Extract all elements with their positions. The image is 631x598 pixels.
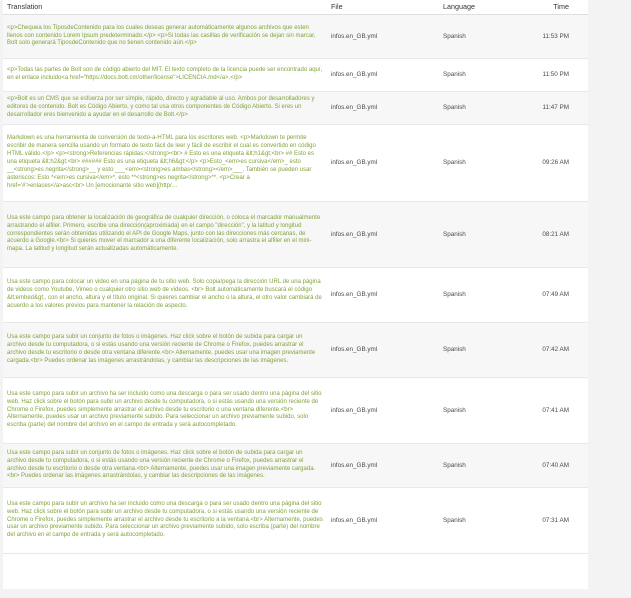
- header-translation[interactable]: Translation: [3, 0, 327, 15]
- time-cell: 07:40 AM: [519, 444, 588, 488]
- translation-cell[interactable]: Usa este campo para subir un archivo ha ser incluido como una descarga o para ser usado dentro una página del sitio web. Haz click sobre el botón para subir un archivo desde tu computadora, o si estás usando una versión reciente de Chrome o Firefox, puedes simplemente arrastrar el archivo desde tu escritorio o una ventana diferente.<br> Alternamente, puedes usar un archivo previamente subido. Para seleccionar un archivo previamente subido, solo escriba (parte) del nombre del archivo en el campo de entrada y será autocompletado.: [3, 378, 327, 444]
- file-cell: infos.en_GB.yml: [327, 202, 439, 268]
- file-cell: infos.en_GB.yml: [327, 488, 439, 554]
- table-row[interactable]: [3, 444, 588, 488]
- translation-cell[interactable]: <p>Bolt es un CMS que se esfuerza por ser simple, rápido, directo y agradable al uso. Ambos por desarrolladores y editores de contenido. Bolt es Código Abierto, y como tal usa otros componentes de Código Abierto. Si eres un desarrollador eres bienvenido a ayudar en el desarrollo de Bolt.</p>: [3, 92, 327, 125]
- header-language[interactable]: Language: [439, 0, 519, 15]
- table-row[interactable]: [3, 488, 588, 554]
- table-row[interactable]: [3, 323, 588, 378]
- translation-cell[interactable]: Usa este campo para subir un conjunto de fotos o imágenes. Haz click sobre el botón de subida para cargar un archivo desde tu computadora, o si estás usando una versión reciente de Chrome o Firefox, puedes arrastrar el archivo desde tu escritorio o desde otra ventana.<br> Alternamente, puedes usar una imagen previamente cargada.<br> Puedes ordenar las imágenes arrastrándolas, y cambiar las descripciones de las imágenes.: [3, 444, 327, 488]
- time-cell: 07:49 AM: [519, 268, 588, 323]
- language-cell: Spanish: [439, 378, 519, 444]
- translations-table: [3, 0, 588, 554]
- time-cell: 07:41 AM: [519, 378, 588, 444]
- language-cell: Spanish: [439, 444, 519, 488]
- time-cell: 09:26 AM: [519, 125, 588, 202]
- language-cell: Spanish: [439, 323, 519, 378]
- translations-panel: [3, 0, 588, 589]
- table-row[interactable]: [3, 59, 588, 92]
- translation-cell[interactable]: <p>Todas las partes de Bolt son de código abierto del MIT. El texto completo de la licencia puede ser encontrado aquí, en el enlace incluido<a href="https://docs.bolt.cm/other/license">LICENCIA.md</a>.</p>: [3, 59, 327, 92]
- time-cell: 11:53 PM: [519, 15, 588, 59]
- time-cell: 08:21 AM: [519, 202, 588, 268]
- language-cell: Spanish: [439, 488, 519, 554]
- file-cell: infos.en_GB.yml: [327, 444, 439, 488]
- translation-cell[interactable]: Usa este campo para subir un conjunto de fotos o imágenes. Haz click sobre el botón de subida para cargar un archivo desde tu computadora, o si estás usando una versión reciente de Chrome o Firefox, puedes arrastrar el archivo desde tu escritorio o desde otra ventana diferente.<br> Alternamente, puedes usar una imagen previamente cargada.<br> Puedes ordenar las imágenes arrastrándolas, y cambiar las descripciones de las imágenes.: [3, 323, 327, 378]
- time-cell: 11:47 PM: [519, 92, 588, 125]
- header-file[interactable]: File: [327, 0, 439, 15]
- translation-cell[interactable]: Usa este campo para subir un archivo ha ser incluido como una descarga o para ser usado dentro una página del sitio web. Haz click sobre el botón para subir un archivo desde tu computadora, o si estás usando una versión reciente de Chrome o Firefox, puedes simplemente arrastrar el archivo desde tu escritorio a la ventana.<br> Alternamente, puedes usar un archivo previamente subido. Para seleccionar un archivo previamente subido, solo escriba (parte) del nombre del archivo en el campo de entrada y será autocompletado.: [3, 488, 327, 554]
- file-cell: infos.en_GB.yml: [327, 268, 439, 323]
- translation-cell[interactable]: Markdown es una herramienta de conversión de texto-a-HTML para los escritores web. <p>Markdown te permite escribir de manera sencilla usando un formato de texto fácil de leer y fácil de escribir el cual es convertido en código HTML válido.</p> <p><strong>Referencias rápidas:</strong><br> # Esto es una etiqueta &lt;h1&gt;<br> ## Esto es una etiqueta &lt;h2&gt;<br> ###### Esto es una etiqueta &lt;h6&gt;</p> <p>Esto_<em>es cursiva</em>_ esto __<strong>es negrita</strong>__ y esto ___<em><strong>es ambas</strong></em>___. También se pueden usar asteriscos: Esto *<em>es cursiva</em>*, esto **<strong>es negrita</strong>**. <p>Crear a href='#'>enlaces</a>asc<br> Un [emocionante sitio web](http/…: [3, 125, 327, 202]
- table-row[interactable]: [3, 202, 588, 268]
- table-row[interactable]: [3, 268, 588, 323]
- time-cell: 07:31 AM: [519, 488, 588, 554]
- time-cell: 11:50 PM: [519, 59, 588, 92]
- file-cell: infos.en_GB.yml: [327, 15, 439, 59]
- translation-cell[interactable]: <p>Chequea los TiposdeContenido para los cuales deseas generar automáticamente algunos archivos que esten llenos con contenido Lorem Ipsum predeterminado.</p> <p>Si todas las casillas de verificación se dejan sin marcar, Bolt solo generará TiposdeContenido que no tienen contenido aún.</p>: [3, 15, 327, 59]
- language-cell: Spanish: [439, 15, 519, 59]
- table-row[interactable]: [3, 125, 588, 202]
- file-cell: infos.en_GB.yml: [327, 323, 439, 378]
- time-cell: 07:42 AM: [519, 323, 588, 378]
- table-row[interactable]: [3, 92, 588, 125]
- file-cell: infos.en_GB.yml: [327, 59, 439, 92]
- table-header: [3, 0, 588, 15]
- language-cell: Spanish: [439, 268, 519, 323]
- table-row[interactable]: [3, 378, 588, 444]
- translation-cell[interactable]: Usa este campo para colocar un video en una página de tu sitio web. Solo copia/pega la dirección URL de una página de videos como Youtube, Vimeo o cualquier otro sitio web de videos. <br> Bolt automáticamente buscará el código &lt;embed&gt;, con el ancho, altura y el título original. Si quieres cambiar el ancho o la altura, el otro valor cambiará de acuerdo a los valores previos para mantener la relación de aspecto.: [3, 268, 327, 323]
- translation-cell[interactable]: Usa este campo para obtener la localización de geográfica de cualquier dirección, o coloca el marcador manualmente arrastrando el alfiler. Primero, escribe una dirección(aproximada) en el campo "dirección", y la latitud y longitud correspondientes serán obtenidas utilizando el API de Google Maps, junto con las direcciones más cercanas, de acuerdo a Google.<br> Si quieres mover el marcador a una diferente localización, solo arrastra el alfiler en el mini-mapa. La latitud y longitud serán actualizadas automáticamente.: [3, 202, 327, 268]
- language-cell: Spanish: [439, 202, 519, 268]
- header-time[interactable]: Time: [519, 0, 588, 15]
- table-row[interactable]: [3, 15, 588, 59]
- table-body: [3, 15, 588, 554]
- language-cell: Spanish: [439, 92, 519, 125]
- file-cell: infos.en_GB.yml: [327, 92, 439, 125]
- language-cell: Spanish: [439, 125, 519, 202]
- file-cell: infos.en_GB.yml: [327, 125, 439, 202]
- file-cell: infos.en_GB.yml: [327, 378, 439, 444]
- language-cell: Spanish: [439, 59, 519, 92]
